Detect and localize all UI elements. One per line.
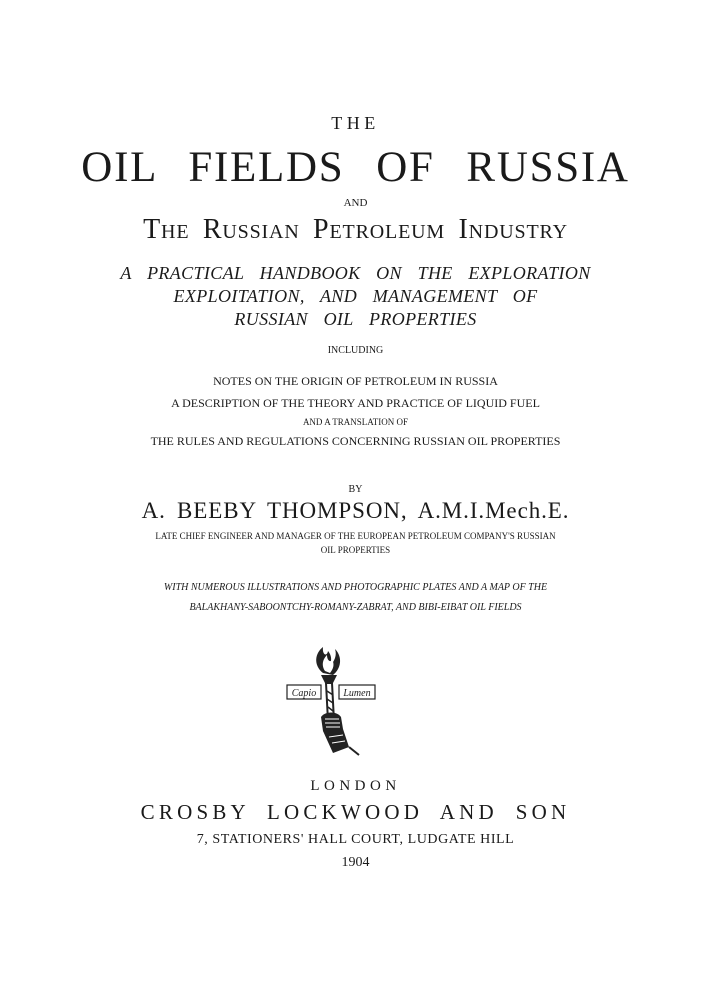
illustrations-note-line-1: WITH NUMEROUS ILLUSTRATIONS AND PHOTOGRAPHIC PLATES AND A MAP OF THE (163, 582, 548, 593)
device-motto-right: Lumen (343, 688, 371, 699)
contents-line-3: AND A TRANSLATION OF (302, 417, 409, 427)
contents-line-1: NOTES ON THE ORIGIN OF PETROLEUM IN RUSSIA (213, 374, 498, 388)
illustrations-note-line-2: BALAKHANY-SABOONTCHY-ROMANY-ZABRAT, AND BIBI-EIBAT OIL FIELDS (189, 602, 522, 613)
torch-device-icon (283, 643, 383, 758)
main-title: OIL FIELDS OF RUSSIA (81, 144, 630, 191)
description-line-2: EXPLOITATION, AND MANAGEMENT OF (173, 286, 538, 306)
author-credentials-line-2: OIL PROPERTIES (320, 545, 391, 555)
description-line-3: RUSSIAN OIL PROPERTIES (234, 309, 477, 329)
publication-year: 1904 (341, 855, 370, 870)
subtitle: The Russian Petroleum Industry (143, 214, 568, 245)
publisher-address: 7, STATIONERS' HALL COURT, LUDGATE HILL (196, 832, 515, 847)
author: A. BEEBY THOMPSON, A.M.I.Mech.E. (141, 498, 570, 523)
publisher: CROSBY LOCKWOOD AND SON (140, 800, 571, 824)
title-the: THE (331, 113, 380, 133)
contents-line-2: A DESCRIPTION OF THE THEORY AND PRACTICE OF LIQUID FUEL (171, 396, 540, 410)
device-motto-left: Capio (291, 688, 317, 699)
city: LONDON (310, 778, 401, 794)
author-credentials-line-1: LATE CHIEF ENGINEER AND MANAGER OF THE EUROPEAN PETROLEUM COMPANY'S RUSSIAN (155, 531, 556, 541)
description-line-1: A PRACTICAL HANDBOOK ON THE EXPLORATION (120, 263, 591, 283)
including-label: INCLUDING (327, 345, 384, 356)
by-label: BY (348, 484, 363, 495)
contents-line-4: THE RULES AND REGULATIONS CONCERNING RUSSIAN OIL PROPERTIES (150, 434, 561, 448)
and-connector: AND (343, 197, 368, 209)
